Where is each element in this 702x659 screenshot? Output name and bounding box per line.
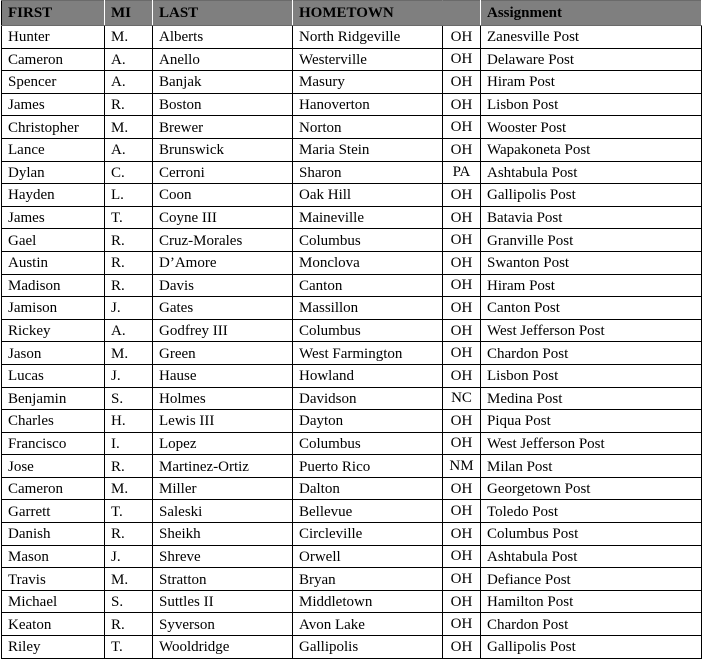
cell-last: Saleski (153, 500, 293, 523)
cell-assignment: Hiram Post (481, 71, 702, 94)
cell-first: Jason (2, 342, 105, 365)
cell-hometown: Dalton (293, 477, 443, 500)
table-row (2, 206, 702, 229)
cell-assignment: Columbus Post (481, 523, 702, 546)
cell-state: OH (443, 410, 481, 433)
table-row (2, 432, 702, 455)
cell-last: Lewis III (153, 410, 293, 433)
cell-mi: R. (105, 455, 153, 478)
cell-last: Godfrey III (153, 319, 293, 342)
cell-first: Lucas (2, 364, 105, 387)
cell-assignment: Milan Post (481, 455, 702, 478)
cell-hometown: Avon Lake (293, 613, 443, 636)
cell-state: OH (443, 477, 481, 500)
cell-assignment: Medina Post (481, 387, 702, 410)
cell-state: OH (443, 500, 481, 523)
cell-hometown: Canton (293, 274, 443, 297)
cell-hometown: Circleville (293, 523, 443, 546)
cell-last: Cruz-Morales (153, 229, 293, 252)
cell-hometown: Oak Hill (293, 184, 443, 207)
cell-first: Gael (2, 229, 105, 252)
cell-mi: C. (105, 161, 153, 184)
header-assignment: Assignment (481, 1, 702, 26)
cell-first: Hayden (2, 184, 105, 207)
cell-mi: M. (105, 568, 153, 591)
cell-state: OH (443, 636, 481, 659)
cell-hometown: Sharon (293, 161, 443, 184)
cell-last: Brewer (153, 116, 293, 139)
cell-hometown: North Ridgeville (293, 26, 443, 49)
cell-state: OH (443, 93, 481, 116)
table-row (2, 613, 702, 636)
cell-last: Sheikh (153, 523, 293, 546)
table-row (2, 93, 702, 116)
cell-assignment: Ashtabula Post (481, 161, 702, 184)
cell-mi: M. (105, 26, 153, 49)
cell-first: Keaton (2, 613, 105, 636)
cell-hometown: Bellevue (293, 500, 443, 523)
cell-mi: M. (105, 477, 153, 500)
cell-last: Martinez-Ortiz (153, 455, 293, 478)
cell-hometown: Dayton (293, 410, 443, 433)
cell-state: OH (443, 613, 481, 636)
cell-first: Riley (2, 636, 105, 659)
cell-assignment: Wooster Post (481, 116, 702, 139)
cell-mi: M. (105, 342, 153, 365)
table-row (2, 455, 702, 478)
cell-first: Christopher (2, 116, 105, 139)
cell-state: OH (443, 590, 481, 613)
cell-mi: S. (105, 590, 153, 613)
cell-hometown: Middletown (293, 590, 443, 613)
cell-assignment: Toledo Post (481, 500, 702, 523)
cell-state: OH (443, 432, 481, 455)
cell-hometown: Gallipolis (293, 636, 443, 659)
cell-mi: S. (105, 387, 153, 410)
table-row (2, 364, 702, 387)
cell-state: OH (443, 184, 481, 207)
cell-assignment: Swanton Post (481, 251, 702, 274)
table-row (2, 229, 702, 252)
cell-assignment: Hamilton Post (481, 590, 702, 613)
cell-first: Jamison (2, 297, 105, 320)
cell-assignment: Ashtabula Post (481, 545, 702, 568)
cell-state: OH (443, 26, 481, 49)
cell-assignment: Lisbon Post (481, 364, 702, 387)
cell-first: Dylan (2, 161, 105, 184)
cell-state: OH (443, 71, 481, 94)
cell-mi: R. (105, 613, 153, 636)
cell-assignment: Delaware Post (481, 48, 702, 71)
cell-mi: I. (105, 432, 153, 455)
cell-last: Shreve (153, 545, 293, 568)
cell-hometown: Columbus (293, 319, 443, 342)
table-row (2, 387, 702, 410)
cell-first: Austin (2, 251, 105, 274)
table-row (2, 26, 702, 49)
cell-hometown: Massillon (293, 297, 443, 320)
cell-assignment: Defiance Post (481, 568, 702, 591)
cell-hometown: Columbus (293, 432, 443, 455)
cell-last: Stratton (153, 568, 293, 591)
cell-hometown: Orwell (293, 545, 443, 568)
cell-assignment: West Jefferson Post (481, 432, 702, 455)
cell-hometown: Bryan (293, 568, 443, 591)
cell-state: OH (443, 206, 481, 229)
cell-mi: R. (105, 229, 153, 252)
cell-mi: M. (105, 116, 153, 139)
cell-mi: R. (105, 251, 153, 274)
table-row (2, 251, 702, 274)
cell-state: NC (443, 387, 481, 410)
cell-mi: L. (105, 184, 153, 207)
cell-last: Green (153, 342, 293, 365)
cell-first: Cameron (2, 477, 105, 500)
cell-state: PA (443, 161, 481, 184)
cell-state: OH (443, 297, 481, 320)
cell-first: Jose (2, 455, 105, 478)
cell-assignment: Batavia Post (481, 206, 702, 229)
table-row (2, 274, 702, 297)
cell-state: OH (443, 545, 481, 568)
table-row (2, 138, 702, 161)
table-row (2, 590, 702, 613)
cell-mi: R. (105, 93, 153, 116)
cell-first: Spencer (2, 71, 105, 94)
table-row (2, 116, 702, 139)
cell-last: Banjak (153, 71, 293, 94)
cell-assignment: Granville Post (481, 229, 702, 252)
cell-first: Francisco (2, 432, 105, 455)
table-row (2, 568, 702, 591)
cell-mi: J. (105, 297, 153, 320)
cell-hometown: Davidson (293, 387, 443, 410)
table-row (2, 161, 702, 184)
cell-first: Travis (2, 568, 105, 591)
cell-first: Lance (2, 138, 105, 161)
cell-hometown: Norton (293, 116, 443, 139)
table-row (2, 342, 702, 365)
table-row (2, 48, 702, 71)
cell-last: Anello (153, 48, 293, 71)
table-row (2, 297, 702, 320)
cell-assignment: Chardon Post (481, 342, 702, 365)
cell-mi: H. (105, 410, 153, 433)
cell-hometown: Maria Stein (293, 138, 443, 161)
cell-first: Benjamin (2, 387, 105, 410)
cell-assignment: Canton Post (481, 297, 702, 320)
cell-state: OH (443, 274, 481, 297)
cell-hometown: Hanoverton (293, 93, 443, 116)
header-first: FIRST (2, 1, 105, 26)
cell-first: Rickey (2, 319, 105, 342)
cell-mi: A. (105, 71, 153, 94)
cell-last: Wooldridge (153, 636, 293, 659)
cell-last: D’Amore (153, 251, 293, 274)
table-row (2, 545, 702, 568)
table-row (2, 319, 702, 342)
cell-hometown: Masury (293, 71, 443, 94)
cell-assignment: Georgetown Post (481, 477, 702, 500)
cell-first: Hunter (2, 26, 105, 49)
header-state (443, 1, 481, 26)
cell-first: Mason (2, 545, 105, 568)
cell-last: Suttles II (153, 590, 293, 613)
cell-assignment: Piqua Post (481, 410, 702, 433)
cell-assignment: West Jefferson Post (481, 319, 702, 342)
cell-last: Gates (153, 297, 293, 320)
cell-hometown: Columbus (293, 229, 443, 252)
cell-assignment: Hiram Post (481, 274, 702, 297)
table-row (2, 477, 702, 500)
cell-first: Madison (2, 274, 105, 297)
cell-state: OH (443, 568, 481, 591)
cell-mi: R. (105, 274, 153, 297)
cell-last: Miller (153, 477, 293, 500)
cell-mi: A. (105, 138, 153, 161)
cell-first: Michael (2, 590, 105, 613)
cell-last: Davis (153, 274, 293, 297)
cell-hometown: Westerville (293, 48, 443, 71)
cell-mi: T. (105, 500, 153, 523)
cell-assignment: Lisbon Post (481, 93, 702, 116)
cell-state: OH (443, 319, 481, 342)
header-row (2, 1, 702, 26)
cell-last: Lopez (153, 432, 293, 455)
table-row (2, 410, 702, 433)
cell-state: OH (443, 342, 481, 365)
cell-state: OH (443, 523, 481, 546)
cell-hometown: Howland (293, 364, 443, 387)
cell-last: Coon (153, 184, 293, 207)
cell-assignment: Gallipolis Post (481, 636, 702, 659)
cell-mi: T. (105, 206, 153, 229)
cell-last: Alberts (153, 26, 293, 49)
cell-mi: A. (105, 319, 153, 342)
cell-first: Cameron (2, 48, 105, 71)
cell-last: Coyne III (153, 206, 293, 229)
cell-first: Charles (2, 410, 105, 433)
cell-state: OH (443, 116, 481, 139)
cell-state: OH (443, 364, 481, 387)
cell-assignment: Gallipolis Post (481, 184, 702, 207)
table-row (2, 636, 702, 659)
table-row (2, 500, 702, 523)
cell-assignment: Zanesville Post (481, 26, 702, 49)
cell-mi: J. (105, 545, 153, 568)
cell-first: James (2, 206, 105, 229)
cell-last: Cerroni (153, 161, 293, 184)
cell-mi: J. (105, 364, 153, 387)
assignments-table (1, 0, 702, 659)
cell-hometown: Monclova (293, 251, 443, 274)
cell-state: OH (443, 251, 481, 274)
cell-first: Danish (2, 523, 105, 546)
header-hometown: HOMETOWN (293, 1, 443, 26)
cell-last: Boston (153, 93, 293, 116)
cell-hometown: West Farmington (293, 342, 443, 365)
cell-assignment: Chardon Post (481, 613, 702, 636)
cell-hometown: Puerto Rico (293, 455, 443, 478)
cell-mi: R. (105, 523, 153, 546)
cell-mi: T. (105, 636, 153, 659)
cell-last: Brunswick (153, 138, 293, 161)
cell-last: Syverson (153, 613, 293, 636)
cell-first: James (2, 93, 105, 116)
cell-last: Holmes (153, 387, 293, 410)
table-row (2, 71, 702, 94)
cell-hometown: Maineville (293, 206, 443, 229)
cell-state: OH (443, 48, 481, 71)
cell-first: Garrett (2, 500, 105, 523)
table-row (2, 523, 702, 546)
cell-mi: A. (105, 48, 153, 71)
cell-state: OH (443, 229, 481, 252)
header-last: LAST (153, 1, 293, 26)
cell-state: OH (443, 138, 481, 161)
table-row (2, 184, 702, 207)
cell-state: NM (443, 455, 481, 478)
cell-assignment: Wapakoneta Post (481, 138, 702, 161)
header-mi: MI (105, 1, 153, 26)
cell-last: Hause (153, 364, 293, 387)
